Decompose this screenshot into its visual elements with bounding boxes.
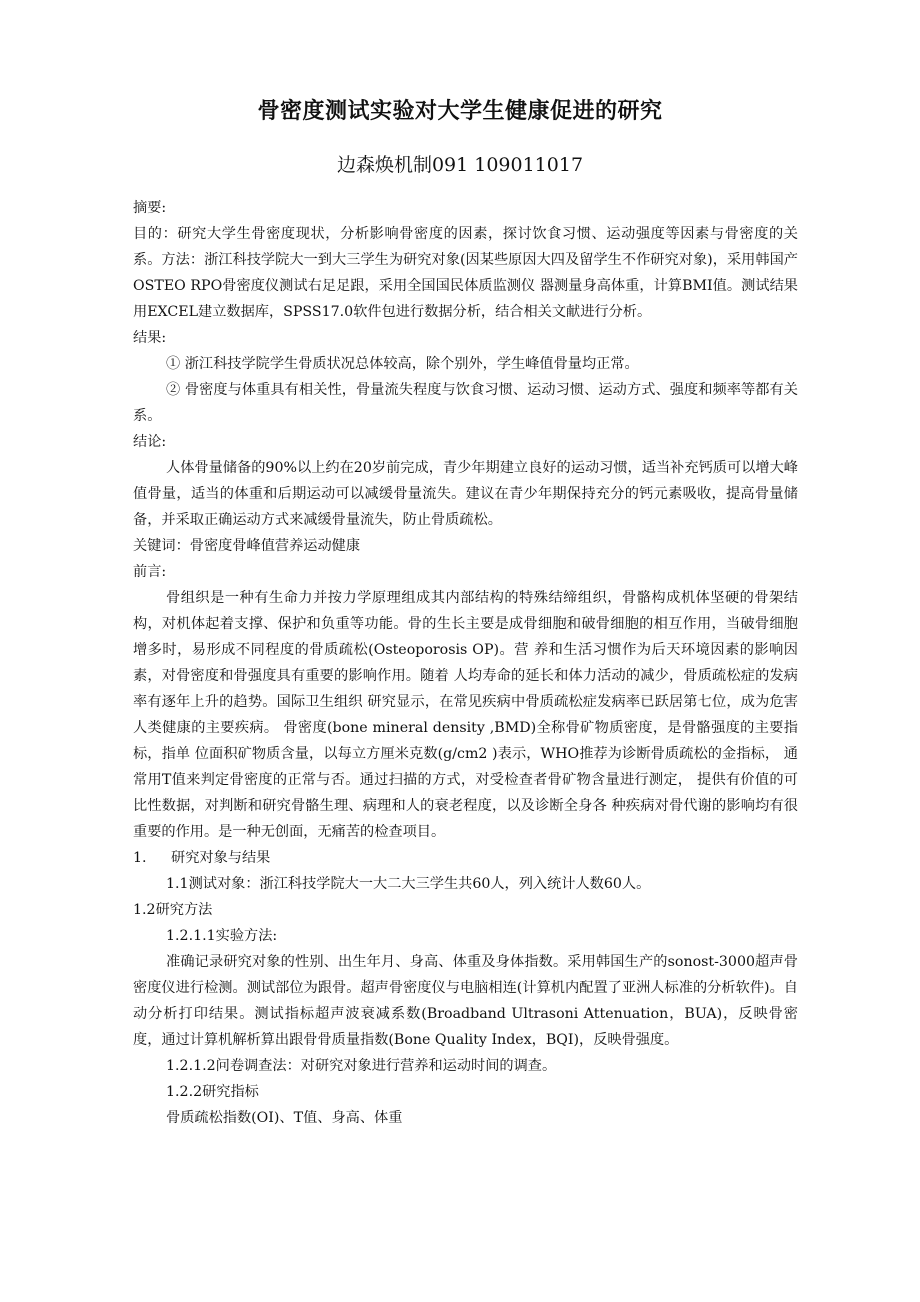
author-line: 边森焕机制091 109011017 bbox=[336, 154, 584, 176]
preface-text: 骨组织是一种有生命力并按力学原理组成其内部结构的特殊结缔组织，骨骼构成机体坚硬的骨架结构，对机体起着支撑、保护和负重等功能。骨的生长主要是成骨细胞和破骨细胞的相互作用，当破骨细胞增多时，易形成不同程度的骨质疏松(Osteoporosis OP)。营 养和生活习惯作为后天环境因素的影响因素，对骨密度和骨强度具有重要的影响作用。随着 人均寿命的延长和体力活动的减少，骨质疏松症的发病率有逐年上升的趋势。国际卫生组织 研究显示，在常见疾病中骨质疏松症发病率已跃居第七位，成为危害人类健康的主要疾病。 骨密度(bone mineral density ,BMD)全称骨矿物质密度，是骨骼强度的主要指标，指单 位面积矿物质含量，以每立方厘米克数(g/cm2 )表示，WHO推荐为诊断骨质疏松的金指标， 通常用T值来判定骨密度的正常与否。通过扫描的方式，对受检查者骨矿物含量进行测定， 提供有价值的可比性数据，对判断和研究骨骼生理、病理和人的衰老程度，以及诊断全身各 种疾病对骨代谢的影响均有很重要的作用。是一种无创面，无痛苦的检查项目。 bbox=[133, 590, 798, 840]
subsection-1-2-1-2: 1.2.1.2问卷调查法：对研究对象进行营养和运动时间的调查。 bbox=[166, 1058, 557, 1074]
preface-heading: 前言: bbox=[133, 564, 167, 580]
section-1-number: 1. bbox=[133, 850, 147, 866]
result-item-2: ② 骨密度与体重具有相关性，骨量流失程度与饮食习惯、运动习惯、运动方式、强度和频率等都有关系。 bbox=[133, 382, 798, 424]
result-item-1: ① 浙江科技学院学生骨质状况总体较高，除个别外，学生峰值骨量均正常。 bbox=[166, 356, 639, 372]
subsection-1-1: 1.1测试对象：浙江科技学院大一大二大三学生共60人，列入统计人数60人。 bbox=[166, 876, 651, 892]
method-text: 准确记录研究对象的性别、出生年月、身高、体重及身体指数。采用韩国生产的sonost-3000超声骨密度仪进行检测。测试部位为跟骨。超声骨密度仪与电脑相连(计算机内配置了亚洲人标准的分析软件)。自动分析打印结果。测试指标超声波衰减系数(Broadband Ultrasoni Attenuation，BUA)，反映骨密度，通过计算机解析算出跟骨骨质量指数(Bone Quality Index，BQI)，反映骨强度。 bbox=[133, 954, 798, 1048]
subsection-1-2: 1.2研究方法 bbox=[133, 902, 213, 918]
subsection-1-2-1-1: 1.2.1.1实验方法: bbox=[166, 928, 278, 944]
conclusion-heading: 结论: bbox=[133, 434, 167, 450]
section-1-title: 研究对象与结果 bbox=[171, 850, 271, 866]
section-1-heading bbox=[133, 845, 798, 871]
keywords-line: 关键词：骨密度骨峰值营养运动健康 bbox=[133, 538, 361, 554]
results-heading: 结果: bbox=[133, 330, 167, 346]
abstract-text: 目的：研究大学生骨密度现状，分析影响骨密度的因素，探讨饮食习惯、运动强度等因素与骨密度的关系。方法：浙江科技学院大一到大三学生为研究对象(因某些原因大四及留学生不作研究对象)，采用韩国产OSTEO RPO骨密度仪测试右足足跟，采用全国国民体质监测仪 器测量身高体重，计算BMI值。测试结果用EXCEL建立数据库，SPSS17.0软件包进行数据分析，结合相关文献进行分析。 bbox=[133, 226, 798, 320]
abstract-heading: 摘要: bbox=[133, 200, 167, 216]
subsection-1-2-2: 1.2.2研究指标 bbox=[166, 1084, 259, 1100]
indicators-text: 骨质疏松指数(OI)、T值、身高、体重 bbox=[166, 1110, 403, 1126]
conclusion-text: 人体骨量储备的90%以上约在20岁前完成，青少年期建立良好的运动习惯，适当补充钙质可以增大峰值骨量，适当的体重和后期运动可以减缓骨量流失。建议在青少年期保持充分的钙元素吸收，提高骨量储备，并采取正确运动方式来减缓骨量流失，防止骨质疏松。 bbox=[133, 460, 798, 528]
paper-title: 骨密度测试实验对大学生健康促进的研究 bbox=[257, 99, 663, 124]
paper-body bbox=[133, 195, 798, 1131]
